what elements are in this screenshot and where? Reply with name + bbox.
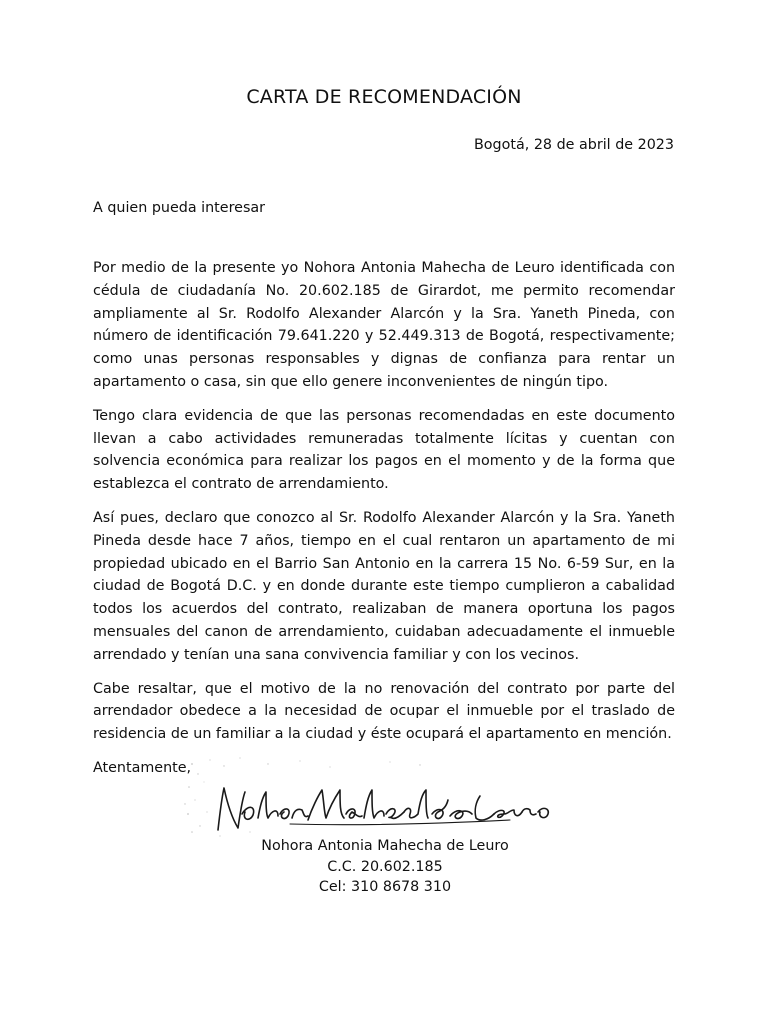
letter-greeting: A quien pueda interesar <box>93 200 266 216</box>
paragraph-2: Tengo clara evidencia de que las personas recomendadas en este documento llevan a cabo actividades remuneradas totalmente lícitas y cuentan con solvencia económica para realizar los pagos en el momento y de la forma que establezca el contrato de arrendamiento. <box>93 407 675 493</box>
letter-body <box>93 257 675 780</box>
signer-block <box>0 836 768 898</box>
signer-id: C.C. 20.602.185 <box>327 858 443 875</box>
paragraph-4: Cabe resaltar, que el motivo de la no renovación del contrato por parte del arrendador obedece a la necesidad de ocupar el inmueble por el traslado de residencia de un familiar a la ciudad y éste ocupará el apartamento en mención. <box>93 680 675 743</box>
letter-closing: Atentamente, <box>93 759 192 776</box>
signer-phone: Cel: 310 8678 310 <box>318 879 452 895</box>
paragraph-3: Así pues, declaro que conozco al Sr. Rodolfo Alexander Alarcón y la Sra. Yaneth Pineda desde hace 7 años, tiempo en el cual rentaron un apartamento de mi propiedad ubicado en el Barrio San Antonio en la carrera 15 No. 6-59 Sur, en la ciudad de Bogotá D.C. y en donde durante este tiempo cumplieron a cabalidad todos los acuerdos del contrato, realizaban de manera oportuna los pagos mensuales del canon de arrendamiento, cuidaban adecuadamente el inmueble arrendado y tenían una sana convivencia familiar y con los vecinos. <box>93 509 675 663</box>
letter-title: CARTA DE RECOMENDACIÓN <box>246 86 522 108</box>
signer-name: Nohora Antonia Mahecha de Leuro <box>261 838 509 854</box>
handwritten-signature <box>180 752 560 842</box>
letter-date: Bogotá, 28 de abril de 2023 <box>474 137 674 153</box>
paragraph-1: Por medio de la presente yo Nohora Antonia Mahecha de Leuro identificada con cédula de ciudadanía No. 20.602.185 de Girardot, me permito recomendar ampliamente al Sr. Rodolfo Alexander Alarcón y la Sra. Yaneth Pineda, con número de identificación 79.641.220 y 52.449.313 de Bogotá, respectivamente; como unas personas responsables y dignas de confianza para rentar un apartamento o casa, sin que ello genere inconvenientes de ningún tipo. <box>93 260 675 390</box>
